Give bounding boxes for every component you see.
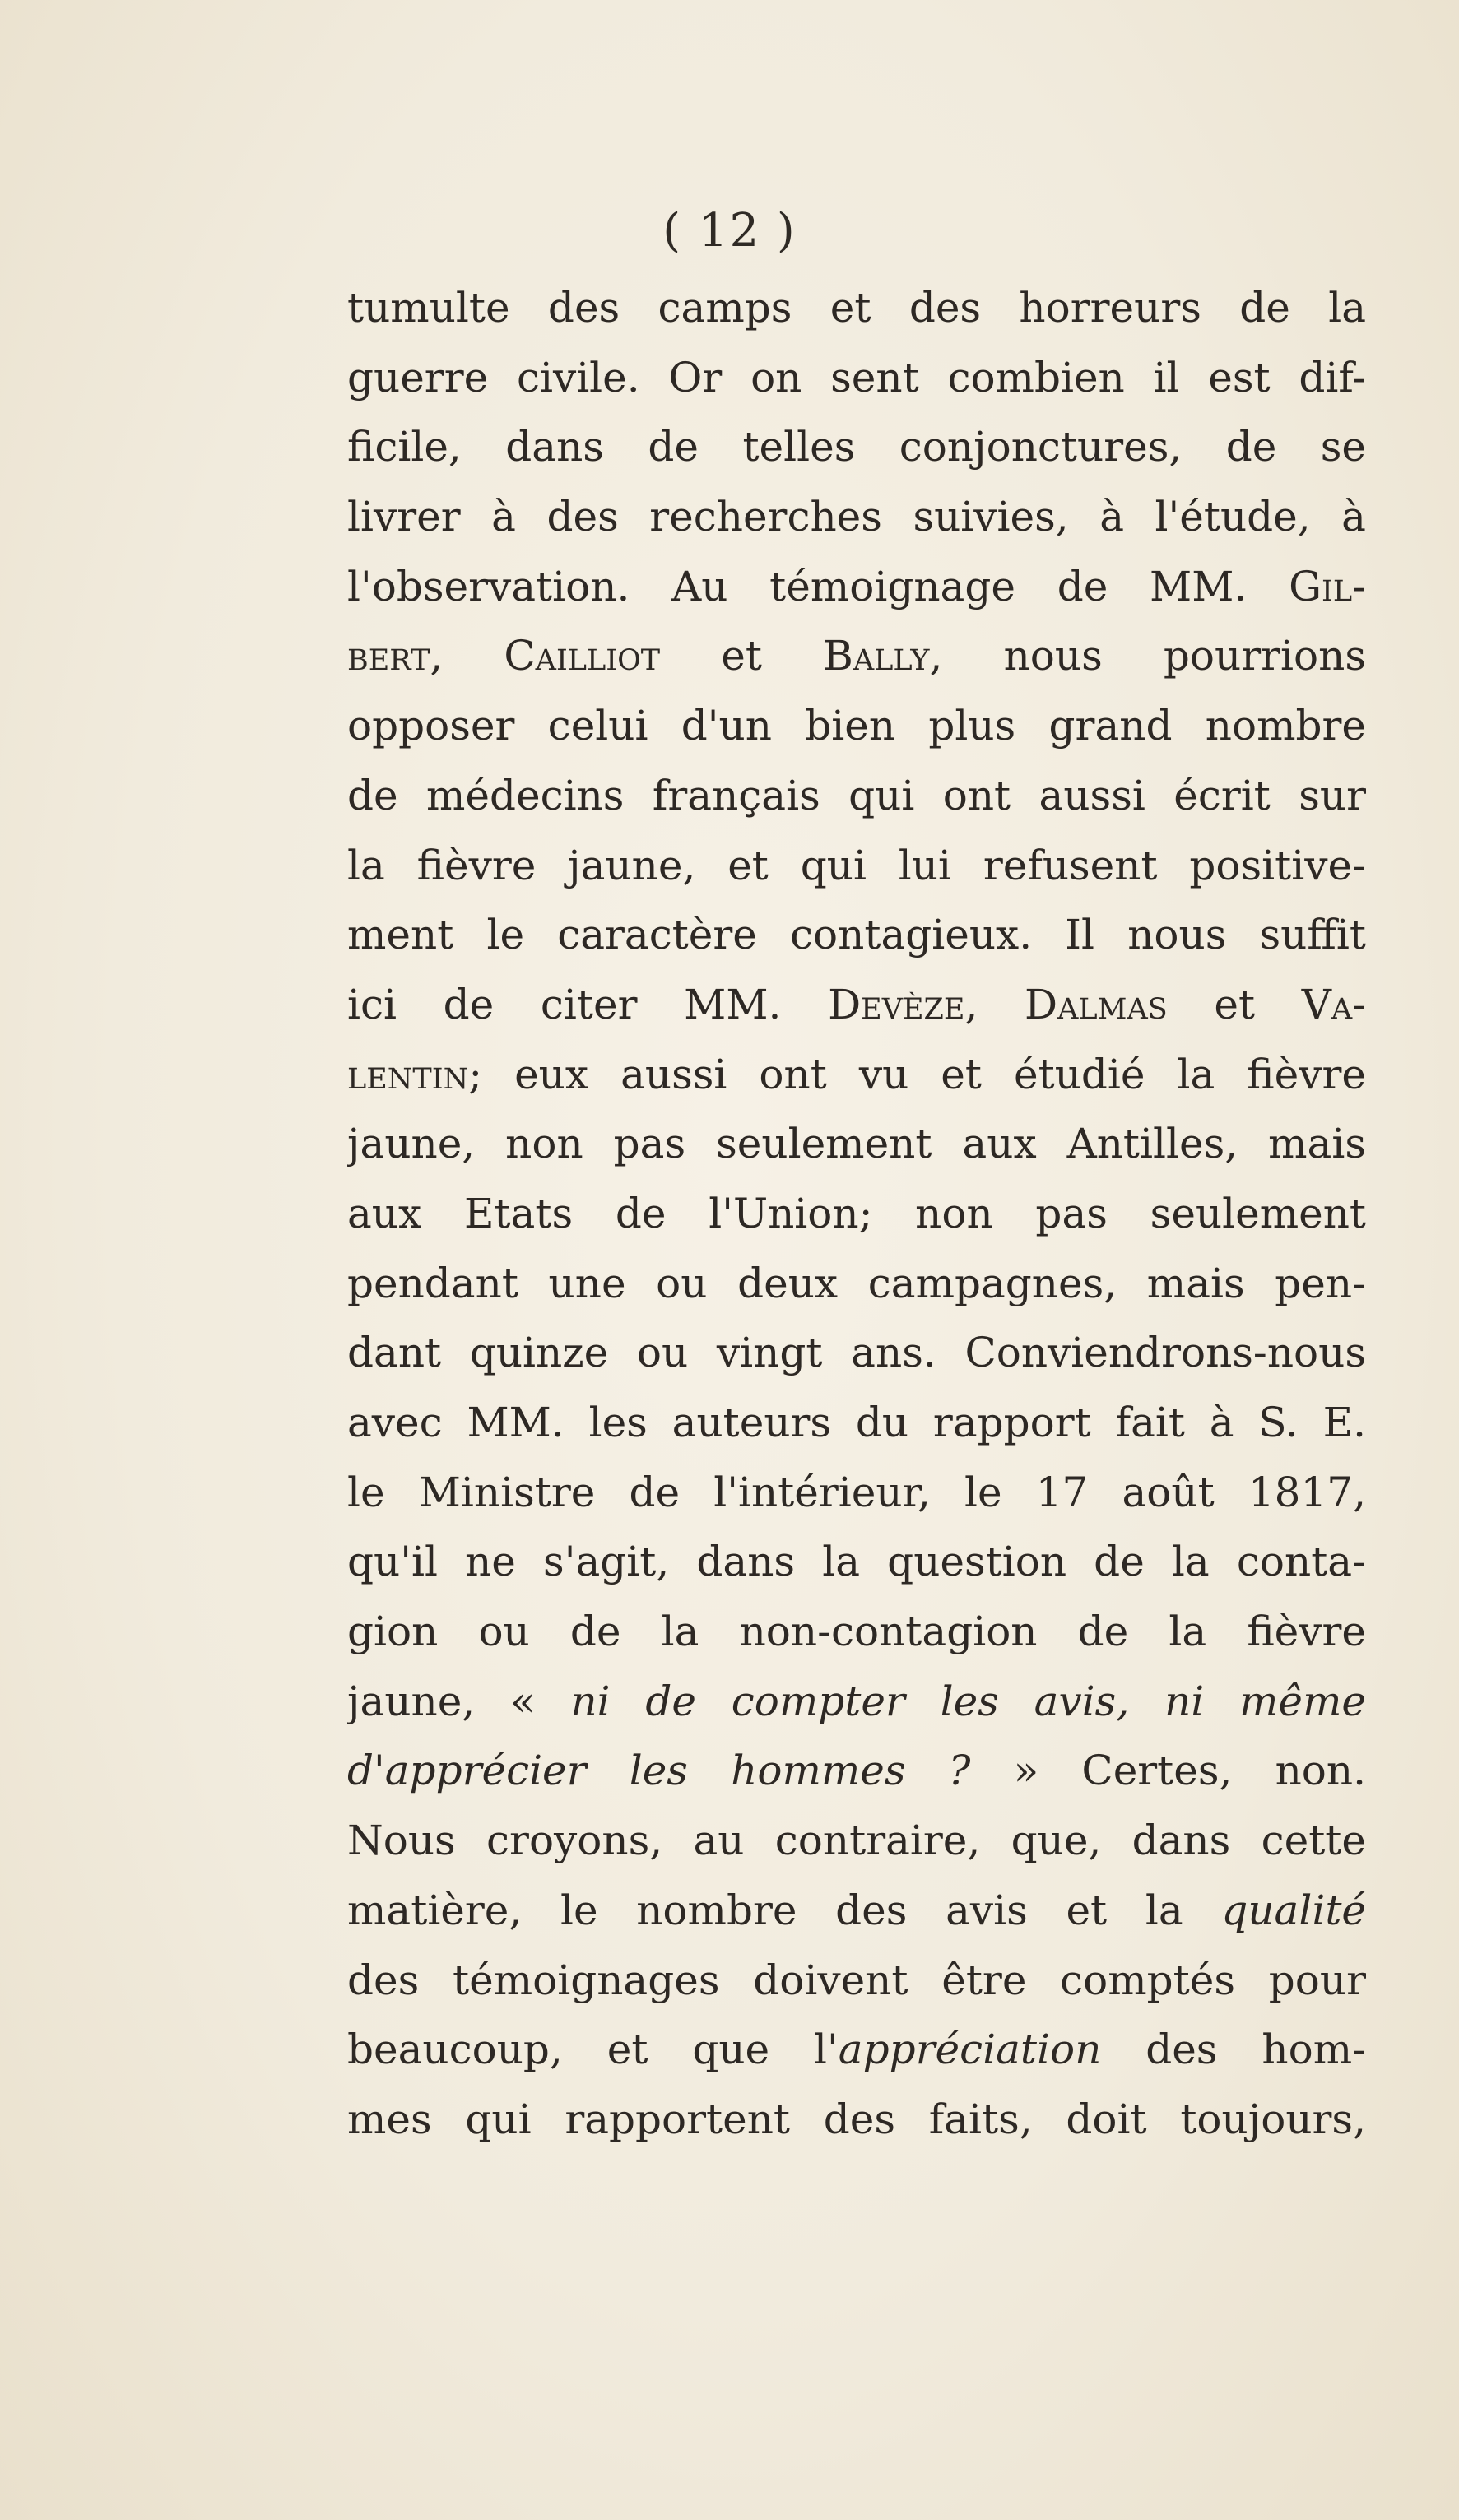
italic-run: d'apprécier les hommes ?	[347, 1747, 971, 1795]
text-line	[347, 1249, 1366, 1319]
text-run: et	[1167, 980, 1302, 1028]
name-small-caps: Va-	[1301, 980, 1366, 1028]
text-run: avec MM. les auteurs du rapport fait à S. E.	[347, 1399, 1366, 1446]
text-run: matière, le nombre des avis et la	[347, 1886, 1222, 1934]
text-line	[347, 1179, 1366, 1249]
text-run: le Ministre de l'intérieur, le 17 août 1817,	[347, 1468, 1366, 1516]
text-run: dant quinze ou vingt ans. Conviendrons-nous	[347, 1329, 1366, 1377]
text-line	[347, 1527, 1366, 1597]
text-run: , nous pourrions	[929, 632, 1366, 680]
text-line	[347, 970, 1366, 1040]
text-line	[347, 1667, 1366, 1737]
text-line	[347, 552, 1366, 622]
text-run: ; eux aussi ont vu et étudié la fièvre	[468, 1050, 1366, 1098]
text-run: ment le caractère contagieux. Il nous suffit	[347, 911, 1366, 959]
text-run: beaucoup, et que l'	[347, 2026, 839, 2074]
name-small-caps: Cailliot	[504, 632, 661, 680]
text-line	[347, 2085, 1366, 2155]
text-run: jaune, non pas seulement aux Antilles, mais	[347, 1120, 1366, 1168]
text-line	[347, 343, 1366, 413]
text-run: jaune, «	[347, 1677, 571, 1725]
text-line	[347, 621, 1366, 691]
text-run: mes qui rapportent des faits, doit toujours,	[347, 2095, 1366, 2143]
text-run: et	[660, 632, 824, 680]
text-line	[347, 1736, 1366, 1806]
text-run: livrer à des recherches suivies, à l'étude, à	[347, 493, 1366, 541]
name-small-caps: Gil-	[1289, 562, 1366, 610]
page-number: ( 12 )	[662, 204, 797, 258]
text-run: opposer celui d'un bien plus grand nombre	[347, 702, 1366, 750]
text-run: l'observation. Au témoignage de MM.	[347, 562, 1289, 610]
name-small-caps: Devèze	[828, 980, 965, 1028]
text-run: des hom-	[1101, 2026, 1366, 2074]
name-small-caps: Dalmas	[1025, 980, 1168, 1028]
text-run: des témoignages doivent être comptés pour	[347, 1956, 1366, 2004]
text-run: la fièvre jaune, et qui lui refusent positive-	[347, 841, 1366, 889]
text-line	[347, 1040, 1366, 1110]
text-line	[347, 1597, 1366, 1667]
text-line	[347, 1458, 1366, 1528]
italic-run: ni de compter les avis, ni même	[570, 1677, 1366, 1725]
text-line	[347, 1876, 1366, 1946]
text-line	[347, 900, 1366, 970]
text-line	[347, 1388, 1366, 1458]
text-run: pendant une ou deux campagnes, mais pen-	[347, 1259, 1366, 1307]
text-run: gion ou de la non-contagion de la fièvre	[347, 1608, 1366, 1656]
text-run: ici de citer MM.	[347, 980, 829, 1028]
body-text	[347, 273, 1366, 2155]
text-run: aux Etats de l'Union; non pas seulement	[347, 1189, 1366, 1237]
text-line	[347, 482, 1366, 552]
text-run: Nous croyons, au contraire, que, dans cette	[347, 1817, 1366, 1865]
italic-run: appréciation	[838, 2026, 1102, 2074]
text-line	[347, 831, 1366, 901]
text-line	[347, 1946, 1366, 2016]
text-line	[347, 1318, 1366, 1388]
text-line	[347, 273, 1366, 343]
name-small-caps: lentin	[347, 1050, 469, 1098]
text-run: ,	[964, 980, 1025, 1028]
text-run: guerre civile. Or on sent combien il est dif-	[347, 353, 1366, 401]
text-run: ficile, dans de telles conjonctures, de se	[347, 423, 1366, 471]
text-line	[347, 761, 1366, 831]
text-line	[347, 691, 1366, 761]
name-small-caps: Bally	[823, 632, 930, 680]
text-line	[347, 1806, 1366, 1876]
text-line	[347, 2015, 1366, 2085]
italic-run: qualité	[1221, 1886, 1366, 1934]
text-run: tumulte des camps et des horreurs de la	[347, 284, 1366, 332]
text-run: qu'il ne s'agit, dans la question de la conta-	[347, 1538, 1366, 1586]
text-line	[347, 1109, 1366, 1179]
text-line	[347, 412, 1366, 482]
text-run: » Certes, non.	[970, 1747, 1366, 1795]
name-small-caps: bert	[347, 632, 430, 680]
text-run: de médecins français qui ont aussi écrit sur	[347, 771, 1366, 819]
text-run: ,	[430, 632, 504, 680]
